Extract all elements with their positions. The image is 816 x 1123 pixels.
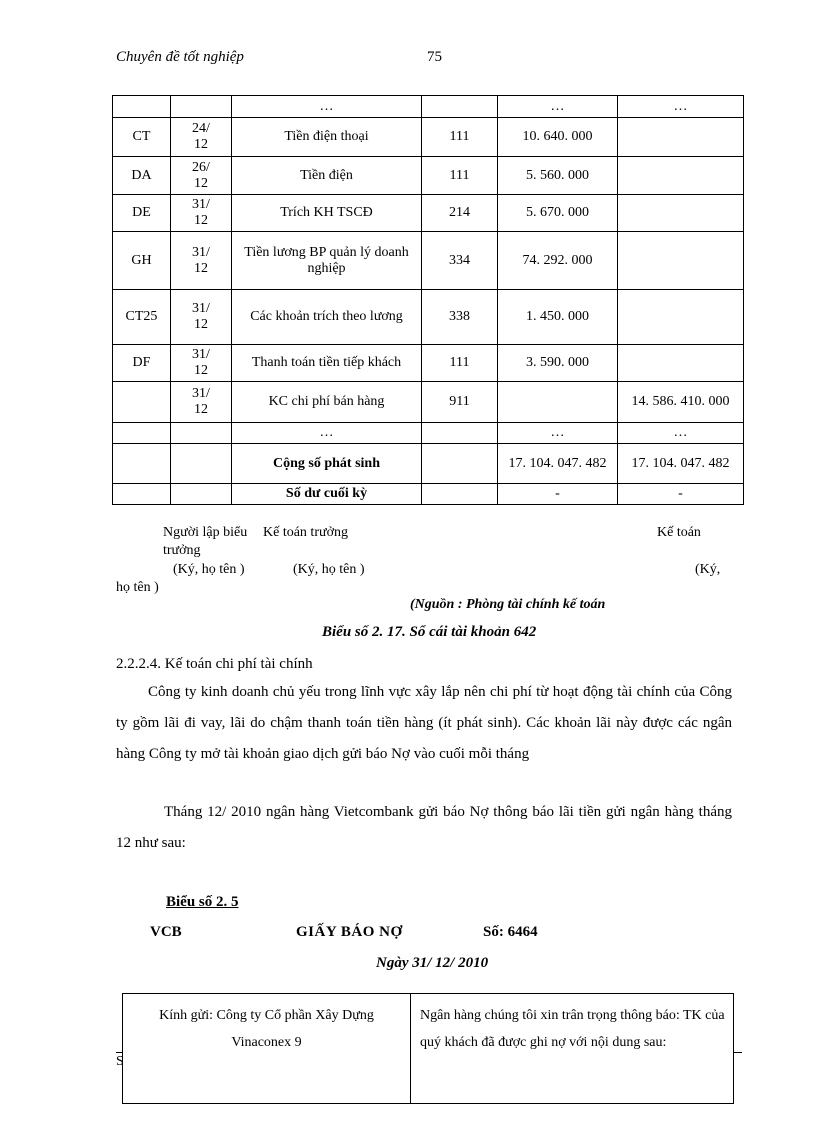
section-heading: 2.2.2.4. Kế toán chi phí tài chính bbox=[116, 656, 313, 672]
ledger-table bbox=[112, 95, 744, 505]
ledger-cell-desc: Các khoản trích theo lương bbox=[232, 290, 422, 345]
ledger-cell-date: 24/ 12 bbox=[171, 118, 232, 157]
ledger-cell-debit: 5. 560. 000 bbox=[498, 157, 618, 195]
ledger-cell-desc: Trích KH TSCĐ bbox=[232, 195, 422, 232]
ledger-cell-debit: 1. 450. 000 bbox=[498, 290, 618, 345]
ledger-cell-code: DE bbox=[113, 195, 171, 232]
bank-code: VCB bbox=[150, 924, 182, 940]
ledger-cell-code bbox=[113, 382, 171, 423]
ledger-cell-date: 31/ 12 bbox=[171, 345, 232, 382]
ledger-cell-date: 26/ 12 bbox=[171, 157, 232, 195]
recipient-line1: Kính gửi: Công ty Cổ phần Xây Dựng bbox=[159, 1008, 374, 1023]
signature-sign3-cont: họ tên ) bbox=[116, 580, 159, 595]
document-header-title: Chuyên đề tốt nghiệp bbox=[116, 49, 244, 65]
ledger-cell-debit: 74. 292. 000 bbox=[498, 232, 618, 290]
paragraph-intro bbox=[116, 677, 732, 770]
ledger-row bbox=[113, 290, 744, 345]
paragraph-notice-text: Tháng 12/ 2010 ngân hàng Vietcombank gửi báo Nợ thông báo lãi tiền gửi ngân hàng tháng 12 như sau: bbox=[116, 804, 732, 851]
ledger-cell-account: 338 bbox=[422, 290, 498, 345]
ledger-cell-date: 31/ 12 bbox=[171, 382, 232, 423]
ledger-cell-debit: 10. 640. 000 bbox=[498, 118, 618, 157]
total-row bbox=[113, 444, 744, 484]
signature-preparer: Người lập biểu bbox=[163, 525, 248, 540]
ledger-cell-code: GH bbox=[113, 232, 171, 290]
signature-accountant-right: Kế toán bbox=[657, 525, 701, 540]
closing-label: Số dư cuối kỳ bbox=[232, 484, 422, 505]
paragraph-notice bbox=[116, 797, 732, 859]
ledger-cell-desc: … bbox=[232, 96, 422, 118]
ledger-cell-code bbox=[113, 96, 171, 118]
ledger-cell-code bbox=[113, 423, 171, 444]
form-label: Biểu số 2. 5 bbox=[166, 894, 239, 910]
ledger-cell-debit: 3. 590. 000 bbox=[498, 345, 618, 382]
form-date: Ngày 31/ 12/ 2010 bbox=[376, 955, 489, 971]
ledger-cell-code: CT25 bbox=[113, 290, 171, 345]
ledger-cell-credit bbox=[618, 290, 744, 345]
ledger-cell-account: 334 bbox=[422, 232, 498, 290]
ledger-cell-credit bbox=[618, 118, 744, 157]
ledger-cell-debit: … bbox=[498, 96, 618, 118]
ledger-cell-account: 111 bbox=[422, 345, 498, 382]
ledger-cell-credit bbox=[618, 345, 744, 382]
ledger-cell-credit: … bbox=[618, 96, 744, 118]
ledger-row bbox=[113, 118, 744, 157]
ledger-row bbox=[113, 382, 744, 423]
form-title: GIẤY BÁO NỢ bbox=[296, 924, 403, 940]
box-notice-text: Ngân hàng chúng tôi xin trân trọng thông báo: TK của quý khách đã được ghi nợ với nội dung sau: bbox=[420, 1008, 725, 1050]
ledger-cell-desc: Tiền điện thoại bbox=[232, 118, 422, 157]
ledger-cell-account: 111 bbox=[422, 118, 498, 157]
ledger-row bbox=[113, 96, 744, 118]
closing-debit: - bbox=[498, 484, 618, 505]
ledger-cell-debit: 5. 670. 000 bbox=[498, 195, 618, 232]
footer-rule-right bbox=[734, 1052, 742, 1053]
ledger-row bbox=[113, 345, 744, 382]
ledger-cell-code: DF bbox=[113, 345, 171, 382]
ledger-cell-date bbox=[171, 423, 232, 444]
ledger-cell-date: 31/ 12 bbox=[171, 232, 232, 290]
ledger-row bbox=[113, 157, 744, 195]
ledger-cell-account: 911 bbox=[422, 382, 498, 423]
table-caption: Biểu số 2. 17. Sổ cái tài khoản 642 bbox=[322, 624, 537, 640]
signature-sign1: (Ký, họ tên ) bbox=[173, 562, 245, 577]
ledger-cell-date: 31/ 12 bbox=[171, 195, 232, 232]
ledger-row bbox=[113, 195, 744, 232]
ledger-cell-code: CT bbox=[113, 118, 171, 157]
ledger-cell-code: DA bbox=[113, 157, 171, 195]
page-number: 75 bbox=[427, 49, 442, 65]
total-credit: 17. 104. 047. 482 bbox=[618, 444, 744, 484]
ledger-cell-debit: … bbox=[498, 423, 618, 444]
total-debit: 17. 104. 047. 482 bbox=[498, 444, 618, 484]
ledger-cell-date: 31/ 12 bbox=[171, 290, 232, 345]
ledger-cell-account: 111 bbox=[422, 157, 498, 195]
closing-credit: - bbox=[618, 484, 744, 505]
ledger-cell-credit bbox=[618, 195, 744, 232]
ledger-cell-desc: Tiền điện bbox=[232, 157, 422, 195]
box-divider bbox=[410, 994, 411, 1103]
debit-notice-box bbox=[122, 993, 734, 1104]
recipient-line2: Vinaconex 9 bbox=[231, 1035, 302, 1050]
ledger-row bbox=[113, 423, 744, 444]
source-note: (Nguồn : Phòng tài chính kế toán bbox=[410, 597, 606, 612]
closing-row bbox=[113, 484, 744, 505]
ledger-cell-account bbox=[422, 96, 498, 118]
signature-chief-accountant: Kế toán trưởng bbox=[263, 525, 348, 540]
ledger-cell-account: 214 bbox=[422, 195, 498, 232]
ledger-cell-desc: … bbox=[232, 423, 422, 444]
total-label: Cộng số phát sinh bbox=[232, 444, 422, 484]
signature-sign3: (Ký, bbox=[695, 562, 721, 577]
ledger-cell-desc: Thanh toán tiền tiếp khách bbox=[232, 345, 422, 382]
ledger-cell-credit bbox=[618, 157, 744, 195]
ledger-cell-credit: … bbox=[618, 423, 744, 444]
footer-mark: S bbox=[116, 1054, 124, 1069]
box-recipient bbox=[123, 1002, 410, 1056]
signature-sign2: (Ký, họ tên ) bbox=[293, 562, 365, 577]
ledger-cell-debit bbox=[498, 382, 618, 423]
ledger-cell-credit: 14. 586. 410. 000 bbox=[618, 382, 744, 423]
signature-line2: trưởng bbox=[163, 543, 201, 558]
ledger-cell-date bbox=[171, 96, 232, 118]
paragraph-intro-text: Công ty kinh doanh chủ yếu trong lĩnh vực xây lắp nên chi phí từ hoạt động tài chính của Công ty gồm lãi đi vay, lãi do chậm thanh toán tiền hàng (ít phát sinh). Các khoản lãi này được các ngân hàng Công ty mở tài khoản giao dịch gửi báo Nợ vào cuối mỗi tháng bbox=[116, 684, 732, 762]
ledger-row bbox=[113, 232, 744, 290]
ledger-cell-credit bbox=[618, 232, 744, 290]
ledger-cell-account bbox=[422, 423, 498, 444]
form-number: Số: 6464 bbox=[483, 924, 538, 940]
ledger-cell-desc: KC chi phí bán hàng bbox=[232, 382, 422, 423]
ledger-cell-desc: Tiền lương BP quản lý doanh nghiệp bbox=[232, 232, 422, 290]
